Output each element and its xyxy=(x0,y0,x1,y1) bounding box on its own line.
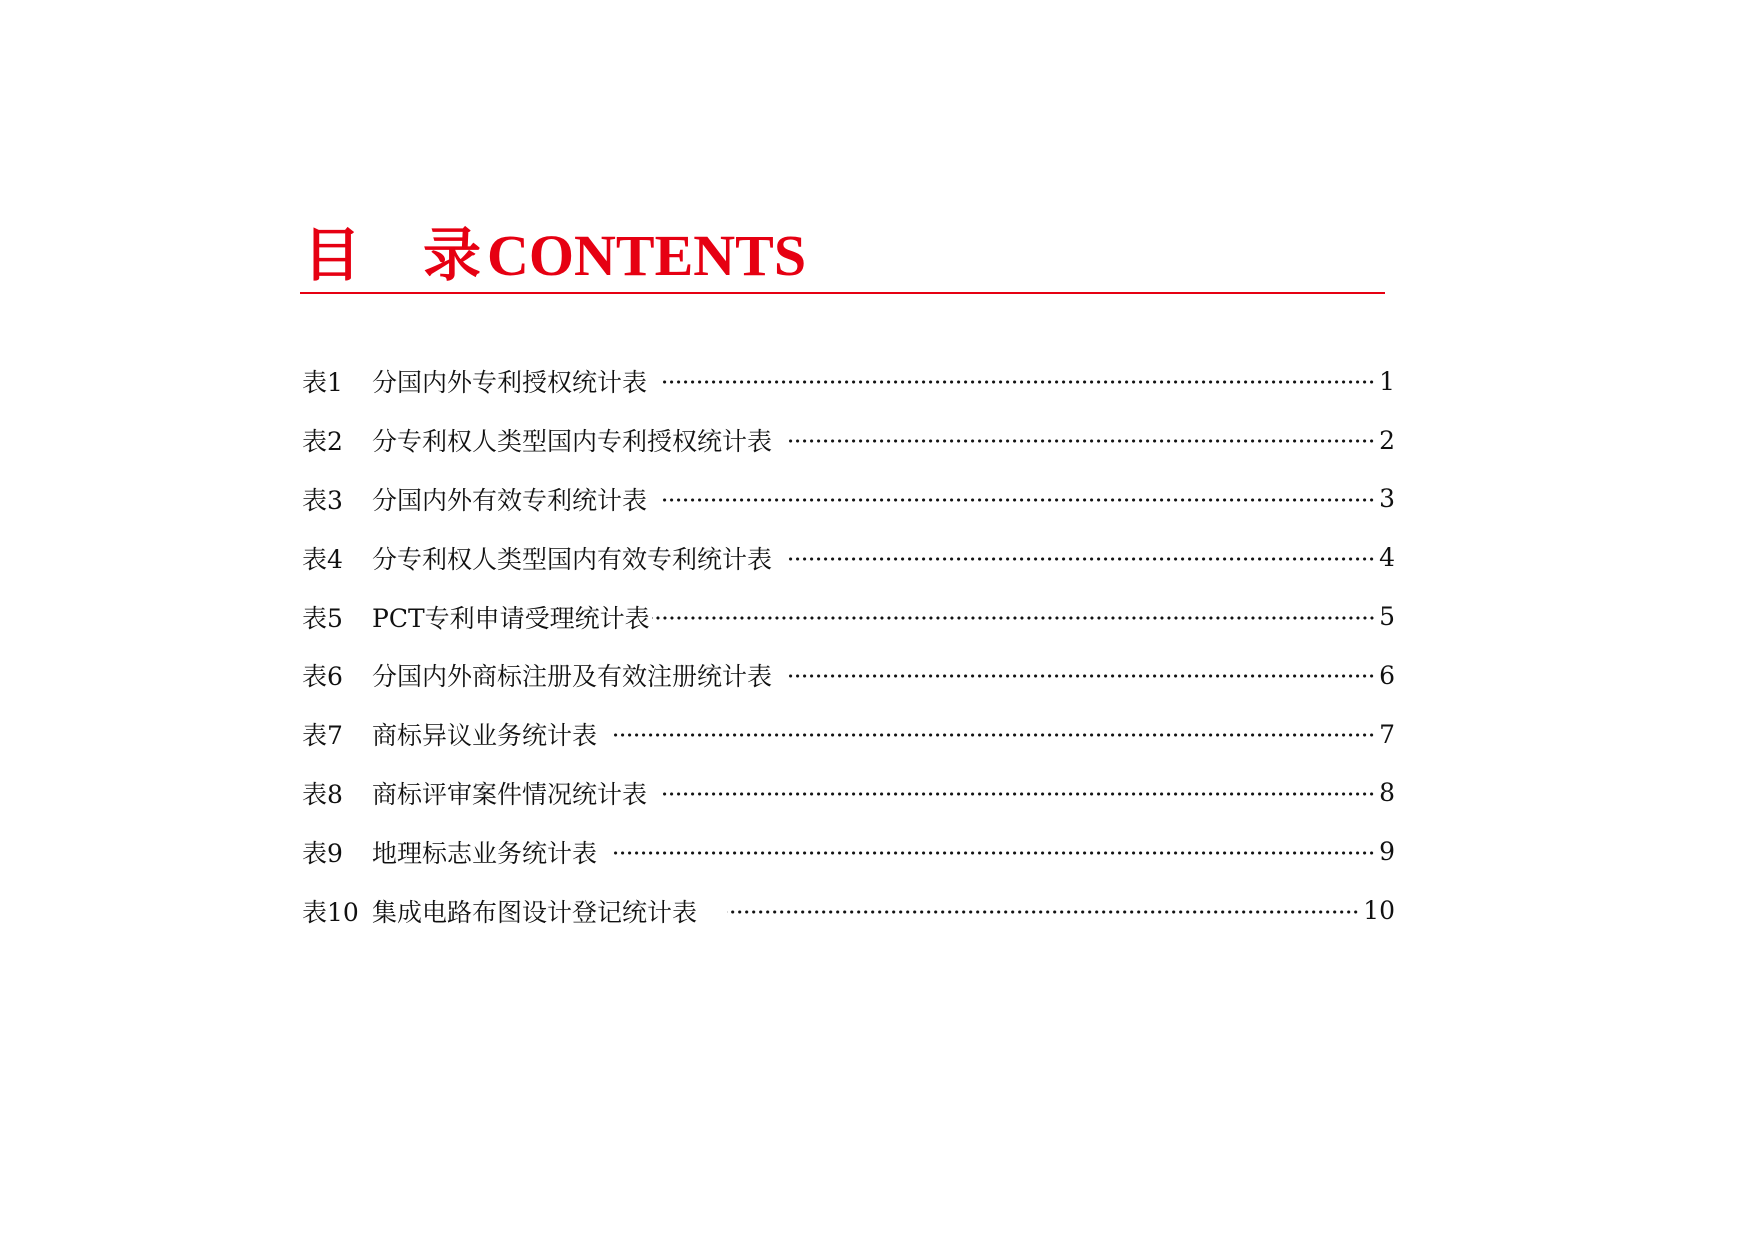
toc-entry-10[interactable] xyxy=(302,881,1395,940)
toc-entry-title: 分专利权人类型国内有效专利统计表 xyxy=(372,544,773,574)
dot-leader xyxy=(786,557,1375,561)
dot-leader xyxy=(786,674,1375,678)
toc-entry-page: 6 xyxy=(1379,660,1395,690)
toc-entry-4[interactable] xyxy=(302,528,1395,587)
toc-entry-number: 表8 xyxy=(302,779,343,809)
toc-entry-title: 分国内外商标注册及有效注册统计表 xyxy=(372,662,773,692)
dot-leader xyxy=(727,910,1359,914)
dot-leader xyxy=(661,380,1375,384)
toc-entry-page: 10 xyxy=(1363,896,1395,926)
toc-entry-page: 1 xyxy=(1379,366,1395,396)
toc-entry-number: 表6 xyxy=(302,662,343,692)
dot-leader xyxy=(652,616,1375,620)
toc-entry-2[interactable] xyxy=(302,411,1395,470)
title-cn-lu: 录 xyxy=(423,221,482,289)
toc-entry-6[interactable] xyxy=(302,646,1395,705)
toc-entry-number: 表1 xyxy=(302,368,343,398)
toc-entry-title: 分国内外专利授权统计表 xyxy=(372,368,648,398)
toc-entry-3[interactable] xyxy=(302,470,1395,529)
toc-entry-page: 5 xyxy=(1379,602,1395,632)
title-en: CONTENTS xyxy=(487,223,807,288)
toc-entry-number: 表7 xyxy=(302,721,343,751)
toc-entry-page: 8 xyxy=(1379,778,1395,808)
toc-entry-title: 集成电路布图设计登记统计表 xyxy=(372,897,698,927)
toc-entry-title: PCT专利申请受理统计表 xyxy=(372,603,650,633)
toc-entry-9[interactable] xyxy=(302,822,1395,881)
toc-entry-1[interactable] xyxy=(302,352,1395,411)
toc-entry-number: 表4 xyxy=(302,544,343,574)
dot-leader xyxy=(611,733,1375,737)
toc-entry-8[interactable] xyxy=(302,764,1395,823)
toc-entry-page: 7 xyxy=(1379,719,1395,749)
toc-entry-number: 表5 xyxy=(302,603,343,633)
toc-entry-title: 分专利权人类型国内专利授权统计表 xyxy=(372,427,773,457)
toc-entry-number: 表2 xyxy=(302,427,343,457)
title-divider xyxy=(300,292,1385,294)
table-of-contents xyxy=(302,352,1395,940)
dot-leader xyxy=(611,851,1375,855)
toc-entry-page: 2 xyxy=(1379,425,1395,455)
toc-entry-title: 商标异议业务统计表 xyxy=(372,721,598,751)
toc-entry-number: 表9 xyxy=(302,838,343,868)
toc-entry-title: 商标评审案件情况统计表 xyxy=(372,779,648,809)
dot-leader xyxy=(786,439,1375,443)
toc-entry-page: 9 xyxy=(1379,837,1395,867)
title-cn-mu: 目 xyxy=(303,221,362,289)
toc-entry-number: 表10 xyxy=(302,897,359,927)
toc-entry-page: 4 xyxy=(1379,543,1395,573)
toc-entry-5[interactable] xyxy=(302,587,1395,646)
toc-entry-title: 地理标志业务统计表 xyxy=(372,838,598,868)
toc-entry-7[interactable] xyxy=(302,705,1395,764)
toc-entry-number: 表3 xyxy=(302,485,343,515)
dot-leader xyxy=(661,498,1375,502)
toc-entry-page: 3 xyxy=(1379,484,1395,514)
toc-entry-title: 分国内外有效专利统计表 xyxy=(372,485,648,515)
dot-leader xyxy=(661,792,1375,796)
page-title xyxy=(303,208,807,289)
